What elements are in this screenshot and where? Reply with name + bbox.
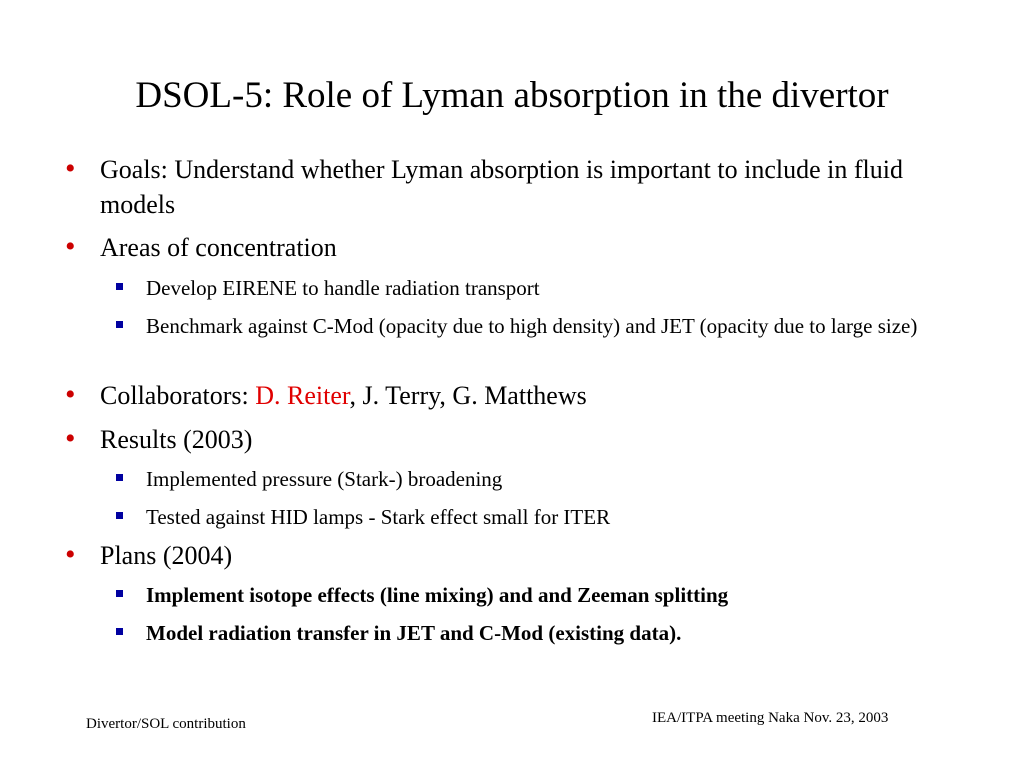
square-bullet-icon	[116, 283, 123, 290]
bullet-text: Results (2003)	[100, 425, 253, 454]
sub-item-text: Benchmark against C-Mod (opacity due to high density) and JET (opacity due to large size)	[146, 314, 918, 338]
footer-right: IEA/ITPA meeting Naka Nov. 23, 2003	[652, 710, 889, 726]
bullet-text	[100, 378, 960, 413]
bullet-icon: •	[65, 230, 76, 263]
sub-item-text: Develop EIRENE to handle radiation transport	[146, 276, 540, 300]
bullet-text: Goals: Understand whether Lyman absorption is important to include in fluid models	[100, 155, 903, 219]
square-bullet-icon	[116, 474, 123, 481]
other-collaborators: , J. Terry, G. Matthews	[349, 381, 587, 410]
square-bullet-icon	[116, 628, 123, 635]
sub-item-text: Implemented pressure (Stark-) broadening	[146, 467, 503, 491]
bullet-text: Areas of concentration	[100, 233, 337, 262]
footer-left: Divertor/SOL contribution	[86, 716, 246, 732]
slide-title: DSOL-5: Role of Lyman absorption in the divertor	[135, 75, 889, 116]
sub-item-text: Model radiation transfer in JET and C-Mod (existing data).	[146, 621, 682, 645]
sub-item-text: Implement isotope effects (line mixing) and and Zeeman splitting	[146, 583, 729, 607]
collaborators-label: Collaborators:	[100, 381, 256, 410]
square-bullet-icon	[116, 512, 123, 519]
bullet-text: Plans (2004)	[100, 541, 233, 570]
sub-item-text: Tested against HID lamps - Stark effect small for ITER	[146, 505, 611, 529]
bullet-icon: •	[65, 538, 76, 571]
bullet-icon: •	[65, 152, 76, 185]
bullet-icon: •	[65, 422, 76, 455]
highlighted-collaborator: D. Reiter	[255, 381, 350, 410]
square-bullet-icon	[116, 590, 123, 597]
square-bullet-icon	[116, 321, 123, 328]
bullet-icon: •	[65, 378, 76, 411]
